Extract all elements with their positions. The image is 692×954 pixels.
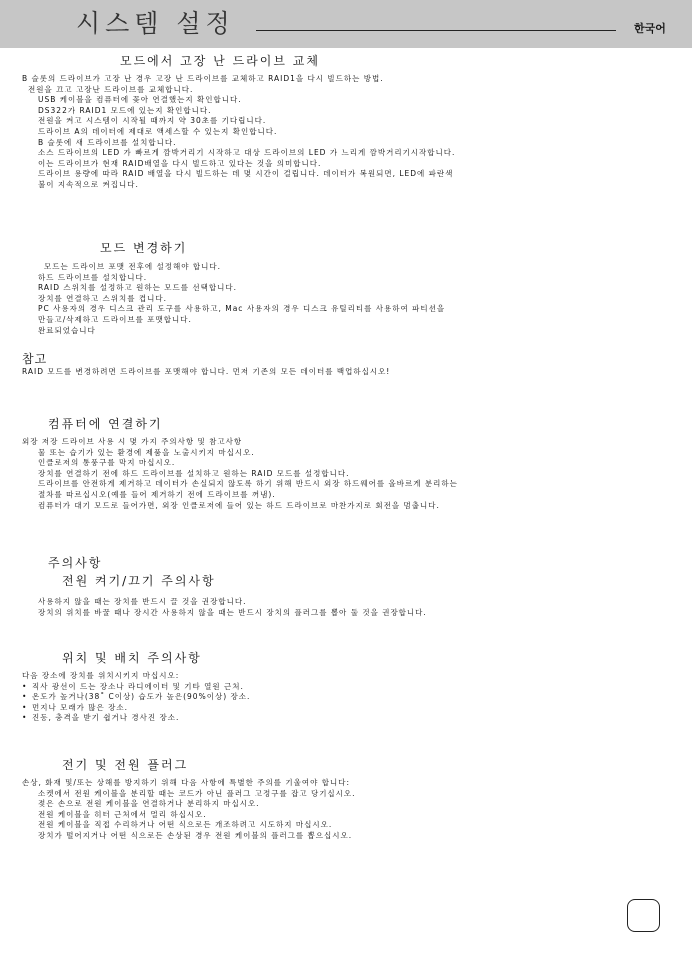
paragraph-line: 절차를 따르십시오(예를 들어 제거하기 전에 드라이브를 꺼냄). bbox=[38, 489, 276, 499]
section-replace-drive-body bbox=[22, 74, 662, 191]
note-section bbox=[22, 352, 662, 378]
section-change-mode bbox=[22, 241, 662, 256]
paragraph-line: 손상, 화재 및/또는 상해를 방지하기 위해 다음 사항에 특별한 주의를 기울여야 합니다: bbox=[22, 778, 350, 787]
paragraph-line: 전원을 켜고 시스템이 시작될 때까지 약 30초를 기다립니다. bbox=[38, 116, 267, 126]
paragraph-line: B 슬롯에 새 드라이브를 설치합니다. bbox=[38, 137, 177, 147]
section-heading: 주의사항 bbox=[48, 556, 103, 570]
section-heading: 모드 변경하기 bbox=[100, 241, 188, 255]
paragraph-line: PC 사용자의 경우 디스크 관리 도구를 사용하고, Mac 사용자의 경우 디스크 유틸리티를 사용하여 파티션을 bbox=[38, 304, 446, 314]
paragraph-line: 다음 장소에 장치를 위치시키지 마십시오: bbox=[22, 671, 180, 680]
paragraph-line: 모드는 드라이브 포맷 전후에 설정해야 합니다. bbox=[44, 262, 221, 271]
section-placement bbox=[22, 651, 662, 666]
list-item: • 진동, 충격을 받기 쉽거나 경사진 장소. bbox=[22, 713, 662, 724]
paragraph-line: 장치를 연결하고 스위치를 켭니다. bbox=[38, 293, 167, 303]
paragraph-line: 드라이브 A의 데이터에 제대로 액세스할 수 있는지 확인합니다. bbox=[38, 126, 278, 136]
section-change-mode-body bbox=[22, 262, 662, 336]
paragraph-line: 소켓에서 전원 케이블을 분리할 때는 코드가 아닌 플러그 고정구를 잡고 당기십시오. bbox=[38, 788, 356, 798]
paragraph-line: 완료되었습니다 bbox=[38, 325, 96, 335]
paragraph-line: 장치를 연결하기 전에 하드 드라이브를 설치하고 원하는 RAID 모드를 설정합니다. bbox=[38, 468, 350, 478]
paragraph-line: 전원을 끄고 고장난 드라이브를 교체합니다. bbox=[28, 84, 194, 94]
header-divider bbox=[256, 30, 616, 31]
page-title: 시스템 설정 bbox=[76, 9, 235, 38]
section-connect-computer bbox=[22, 417, 662, 432]
paragraph-line: DS322가 RAID1 모드에 있는지 확인합니다. bbox=[38, 105, 212, 115]
page-header bbox=[0, 0, 692, 48]
section-caution bbox=[22, 556, 662, 589]
section-heading: 컴퓨터에 연결하기 bbox=[48, 417, 163, 431]
list-item: • 먼지나 모래가 많은 장소. bbox=[22, 703, 662, 714]
section-heading: 위치 및 배치 주의사항 bbox=[62, 651, 202, 665]
section-electric-body bbox=[22, 778, 662, 842]
paragraph-line: 장치가 떨어지거나 어떤 식으로든 손상된 경우 전원 케이블의 플러그를 뽑으십시오. bbox=[38, 830, 353, 840]
paragraph-line: 전원 케이블을 직접 수리하거나 어떤 식으로든 개조하려고 시도하지 마십시오. bbox=[38, 820, 333, 830]
paragraph-line: 장치의 위치를 바꿀 때나 장시간 사용하지 않을 때는 반드시 장치의 플러그를 뽑아 둘 것을 권장합니다. bbox=[38, 607, 427, 617]
section-electric bbox=[22, 758, 662, 773]
section-heading: 전기 및 전원 플러그 bbox=[62, 758, 189, 772]
paragraph-line: 만들고/삭제하고 드라이브를 포맷합니다. bbox=[38, 314, 192, 324]
paragraph-line: 소스 드라이브의 LED 가 빠르게 깜박거리기 시작하고 대상 드라이브의 LED 가 느리게 깜박거리기시작합니다. bbox=[38, 148, 456, 158]
paragraph-line: 전원 케이블을 히터 근처에서 멀리 하십시오. bbox=[38, 809, 207, 819]
section-connect-computer-body bbox=[22, 437, 662, 511]
section-placement-body bbox=[22, 671, 662, 724]
section-replace-drive bbox=[22, 54, 662, 69]
section-subheading: 전원 켜기/끄기 주의사항 bbox=[62, 574, 216, 588]
paragraph-line: 하드 드라이브를 설치합니다. bbox=[38, 272, 148, 282]
paragraph-line: 젖은 손으로 전원 케이블을 연결하거나 분리하지 마십시오. bbox=[38, 799, 260, 809]
paragraph-line: RAID 스위치를 설정하고 원하는 모드를 선택합니다. bbox=[38, 283, 237, 293]
paragraph-line: 컴퓨터가 대기 모드로 들어가면, 외장 인클로저에 들어 있는 하드 드라이브로 마찬가지로 회전을 멈춥니다. bbox=[38, 500, 440, 510]
section-heading: 모드에서 고장 난 드라이브 교체 bbox=[120, 54, 320, 68]
paragraph-line: 사용하지 않을 때는 장치를 반드시 끌 것을 권장합니다. bbox=[38, 597, 247, 606]
paragraph-line: 불이 지속적으로 켜집니다. bbox=[38, 179, 139, 189]
note-heading: 참고 bbox=[22, 352, 48, 366]
list-item: • 직사 광선이 드는 장소나 라디에이터 및 기타 열원 근처. bbox=[22, 682, 662, 693]
page-number-badge bbox=[627, 899, 660, 932]
language-label: 한국어 bbox=[634, 22, 666, 35]
paragraph-line: 외장 저장 드라이브 사용 시 몇 가지 주의사항 및 참고사항 bbox=[22, 437, 243, 446]
paragraph-line: 드라이브를 안전하게 제거하고 데이터가 손실되지 않도록 하기 위해 반드시 외장 하드웨어를 올바르게 분리하는 bbox=[38, 479, 458, 489]
paragraph-line: USB 케이블을 컴퓨터에 꽂아 연결했는지 확인합니다. bbox=[38, 95, 242, 105]
paragraph-line: 드라이브 용량에 따라 RAID 배열을 다시 빌드하는 데 몇 시간이 걸립니다. 데이터가 복원되면, LED에 파란색 bbox=[38, 169, 454, 179]
note-text: RAID 모드를 변경하려면 드라이브를 포맷해야 합니다. 먼저 기존의 모든 데이터를 백업하십시오! bbox=[22, 367, 391, 376]
list-item: • 온도가 높거나(38˚ C이상) 습도가 높은(90%이상) 장소. bbox=[22, 692, 662, 703]
section-power-body bbox=[22, 597, 662, 618]
paragraph-line: B 슬롯의 드라이브가 고장 난 경우 고장 난 드라이브를 교체하고 RAID1을 다시 빌드하는 방법. bbox=[22, 74, 384, 83]
paragraph-line: 물 또는 습기가 있는 환경에 제품을 노출시키지 마십시오. bbox=[38, 447, 255, 457]
paragraph-line: 이는 드라이브가 현재 RAID배열을 다시 빌드하고 있다는 것을 의미합니다. bbox=[38, 158, 322, 168]
paragraph-line: 인클로저의 통풍구를 막지 마십시오. bbox=[38, 458, 176, 468]
